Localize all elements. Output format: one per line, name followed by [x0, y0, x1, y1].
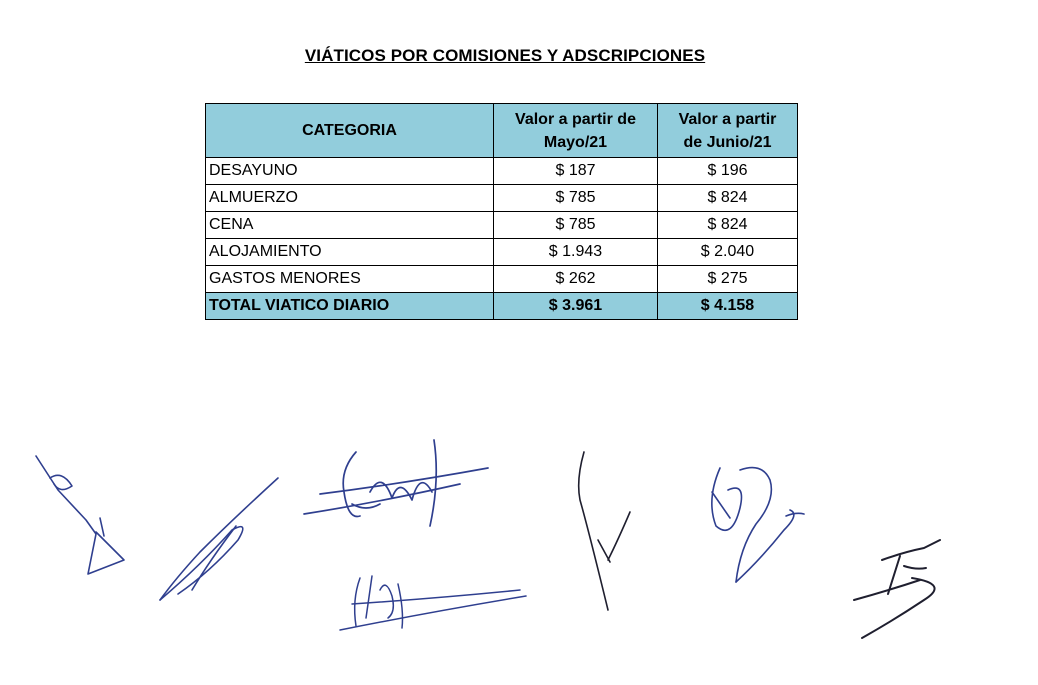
- table-header-row: [206, 104, 798, 158]
- row-mayo-value: $ 785: [494, 185, 658, 212]
- table-row: [206, 239, 798, 266]
- header-mayo-line2: Mayo/21: [543, 133, 608, 151]
- row-junio-value: $ 196: [658, 158, 798, 185]
- table-row: [206, 158, 798, 185]
- row-mayo-value: $ 187: [494, 158, 658, 185]
- header-junio-line1: Valor a partir: [678, 110, 777, 128]
- row-junio-value: $ 2.040: [658, 239, 798, 266]
- table-row: [206, 185, 798, 212]
- row-mayo-value: $ 262: [494, 266, 658, 293]
- total-mayo-value: $ 3.961: [494, 293, 658, 320]
- row-junio-value: $ 275: [658, 266, 798, 293]
- document-title: VIÁTICOS POR COMISIONES Y ADSCRIPCIONES: [304, 46, 706, 65]
- signature-5: [579, 452, 630, 610]
- signature-3: [304, 440, 488, 526]
- total-label: TOTAL VIATICO DIARIO: [206, 293, 494, 320]
- signature-4: [340, 576, 526, 630]
- total-junio-value: $ 4.158: [658, 293, 798, 320]
- header-junio: [658, 104, 798, 158]
- row-categoria: DESAYUNO: [206, 158, 494, 185]
- row-mayo-value: $ 1.943: [494, 239, 658, 266]
- signature-6: [712, 468, 804, 582]
- row-junio-value: $ 824: [658, 212, 798, 239]
- row-categoria: ALMUERZO: [206, 185, 494, 212]
- total-row: [206, 293, 798, 320]
- row-categoria: CENA: [206, 212, 494, 239]
- header-mayo-line1: Valor a partir de: [515, 110, 636, 128]
- signature-1: [36, 456, 124, 574]
- row-mayo-value: $ 785: [494, 212, 658, 239]
- viaticos-table: [205, 103, 798, 320]
- header-mayo: [494, 104, 658, 158]
- row-junio-value: $ 824: [658, 185, 798, 212]
- header-categoria: CATEGORIA: [206, 104, 494, 158]
- table-row: [206, 212, 798, 239]
- signature-2: [160, 478, 278, 600]
- header-junio-line2: de Junio/21: [683, 133, 772, 151]
- row-categoria: GASTOS MENORES: [206, 266, 494, 293]
- signature-7: [854, 540, 940, 638]
- table-row: [206, 266, 798, 293]
- row-categoria: ALOJAMIENTO: [206, 239, 494, 266]
